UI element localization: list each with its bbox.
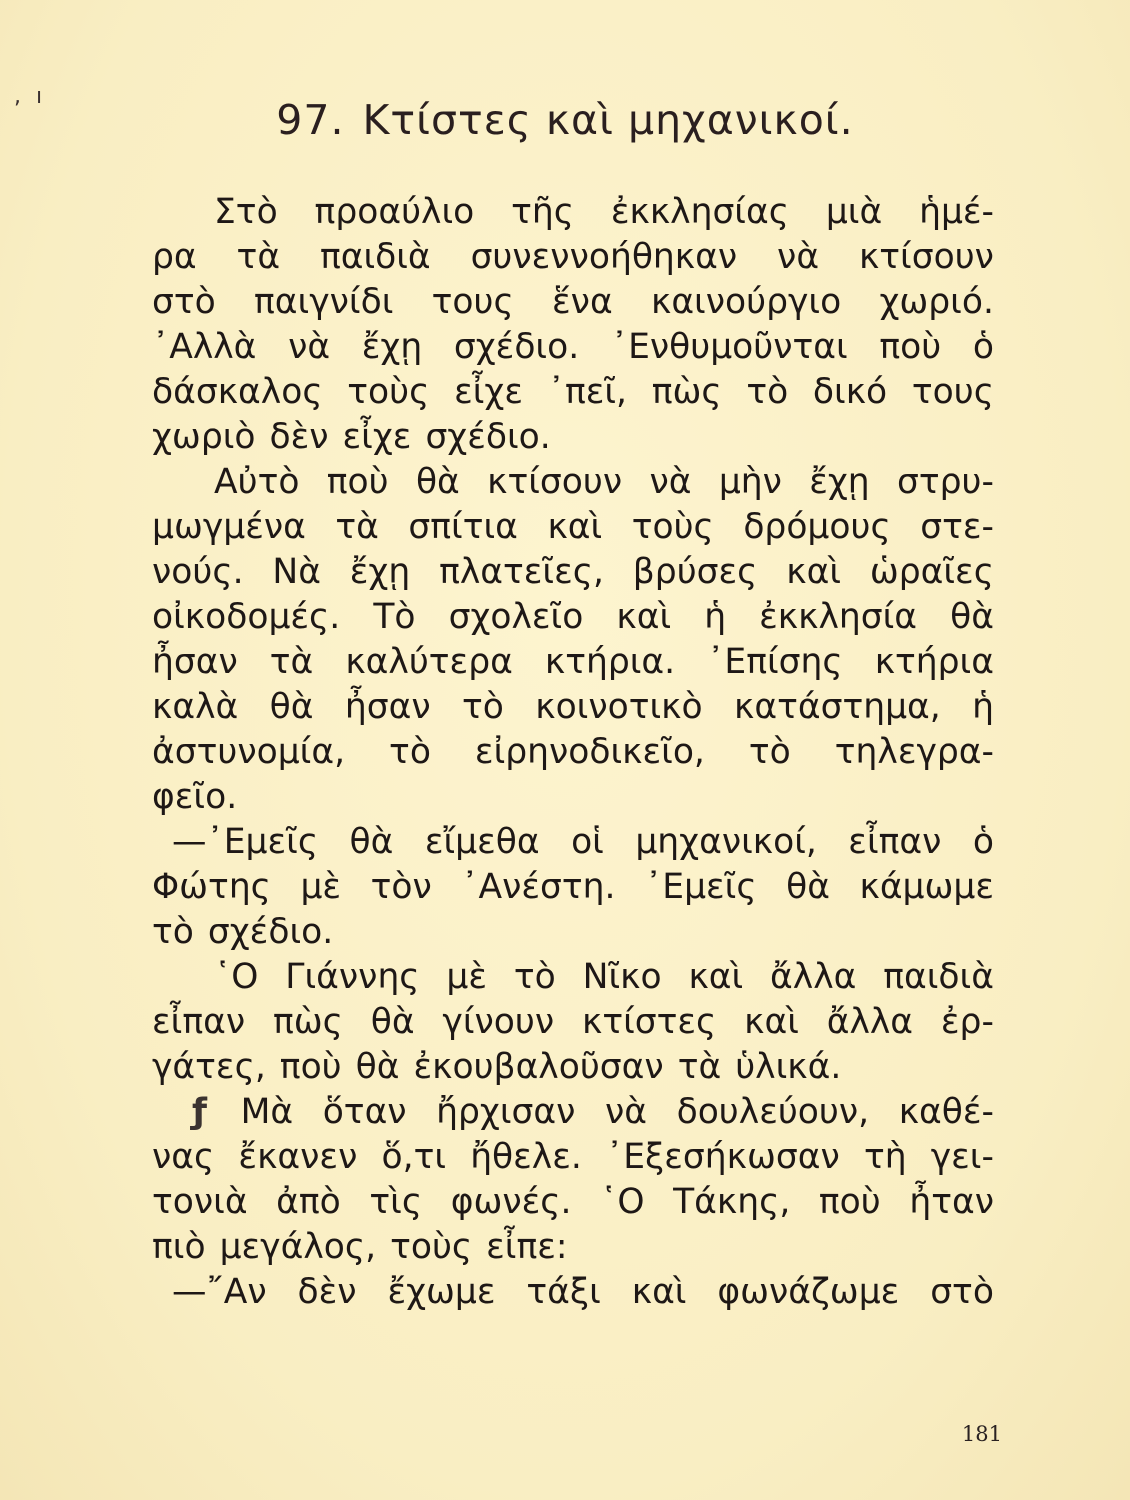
text-line: μωγμένα τὰ σπίτια καὶ τοὺς δρόμους στε- [152, 507, 994, 547]
text-line: ᾿Αλλὰ νὰ ἔχῃ σχέδιο. ᾿Ενθυμοῦνται ποὺ ὁ [152, 327, 994, 367]
page-number: 181 [961, 1422, 1002, 1446]
page-title [0, 96, 1130, 144]
text-line: πιὸ μεγάλος, τοὺς εἶπε: [152, 1227, 568, 1267]
text-line: ἀστυνομία, τὸ εἰρηνοδικεῖο, τὸ τηλεγρα- [152, 732, 994, 772]
text-line: νούς. Νὰ ἔχῃ πλατεῖες, βρύσες καὶ ὡραῖες [152, 552, 994, 592]
text-line: στὸ παιγνίδι τους ἕνα καινούργιο χωριό. [152, 282, 994, 322]
text-line: καλὰ θὰ ἦσαν τὸ κοινοτικὸ κατάστημα, ἡ [152, 687, 994, 727]
chapter-title: Κτίστες καὶ μηχανικοί. [362, 96, 854, 144]
body-text [152, 190, 994, 1315]
margin-mark: , ı [14, 84, 47, 109]
text-line: ἦσαν τὰ καλύτερα κτήρια. ᾿Επίσης κτήρια [152, 642, 994, 682]
text-line: τονιὰ ἀπὸ τὶς φωνές. ῾Ο Τάκης, ποὺ ἦταν [152, 1182, 994, 1222]
text-line: Στὸ προαύλιο τῆς ἐκκλησίας μιὰ ἡμέ- [214, 192, 994, 232]
pencil-mark: ƒ [192, 1092, 208, 1132]
chapter-number: 97. [276, 96, 345, 144]
text-line: εἶπαν πὼς θὰ γίνουν κτίστες καὶ ἄλλα ἐρ- [152, 1002, 994, 1042]
text-line: τὸ σχέδιο. [152, 912, 334, 952]
text-line: δάσκαλος τοὺς εἶχε ᾿πεῖ, πὼς τὸ δικό τους [152, 372, 994, 412]
text-line: ρα τὰ παιδιὰ συνεννοήθηκαν νὰ κτίσουν [152, 237, 994, 277]
text-line: ῾Ο Γιάννης μὲ τὸ Νῖκο καὶ ἄλλα παιδιὰ [214, 957, 994, 997]
text-line: —῎Αν δὲν ἔχωμε τάξι καὶ φωνάζωμε στὸ [172, 1272, 994, 1312]
text-line: οἰκοδομές. Τὸ σχολεῖο καὶ ἡ ἐκκλησία θὰ [152, 597, 994, 637]
text-line: γάτες, ποὺ θὰ ἐκουβαλοῦσαν τὰ ὑλικά. [152, 1047, 842, 1087]
text-line: ƒ Μὰ ὅταν ἤρχισαν νὰ δουλεύουν, καθέ- [152, 1090, 994, 1135]
text-line: —᾿Εμεῖς θὰ εἴμεθα οἱ μηχανικοί, εἶπαν ὁ [172, 822, 994, 862]
text-line: Αὐτὸ ποὺ θὰ κτίσουν νὰ μὴν ἔχῃ στρυ- [214, 462, 994, 502]
text-line: νας ἔκανεν ὅ,τι ἤθελε. ᾿Εξεσήκωσαν τὴ γει- [152, 1137, 994, 1177]
text-line: χωριὸ δὲν εἶχε σχέδιο. [152, 417, 551, 457]
text-line: φεῖο. [152, 777, 238, 817]
text-line: Φώτης μὲ τὸν ᾿Ανέστη. ᾿Εμεῖς θὰ κάμωμε [152, 867, 994, 907]
